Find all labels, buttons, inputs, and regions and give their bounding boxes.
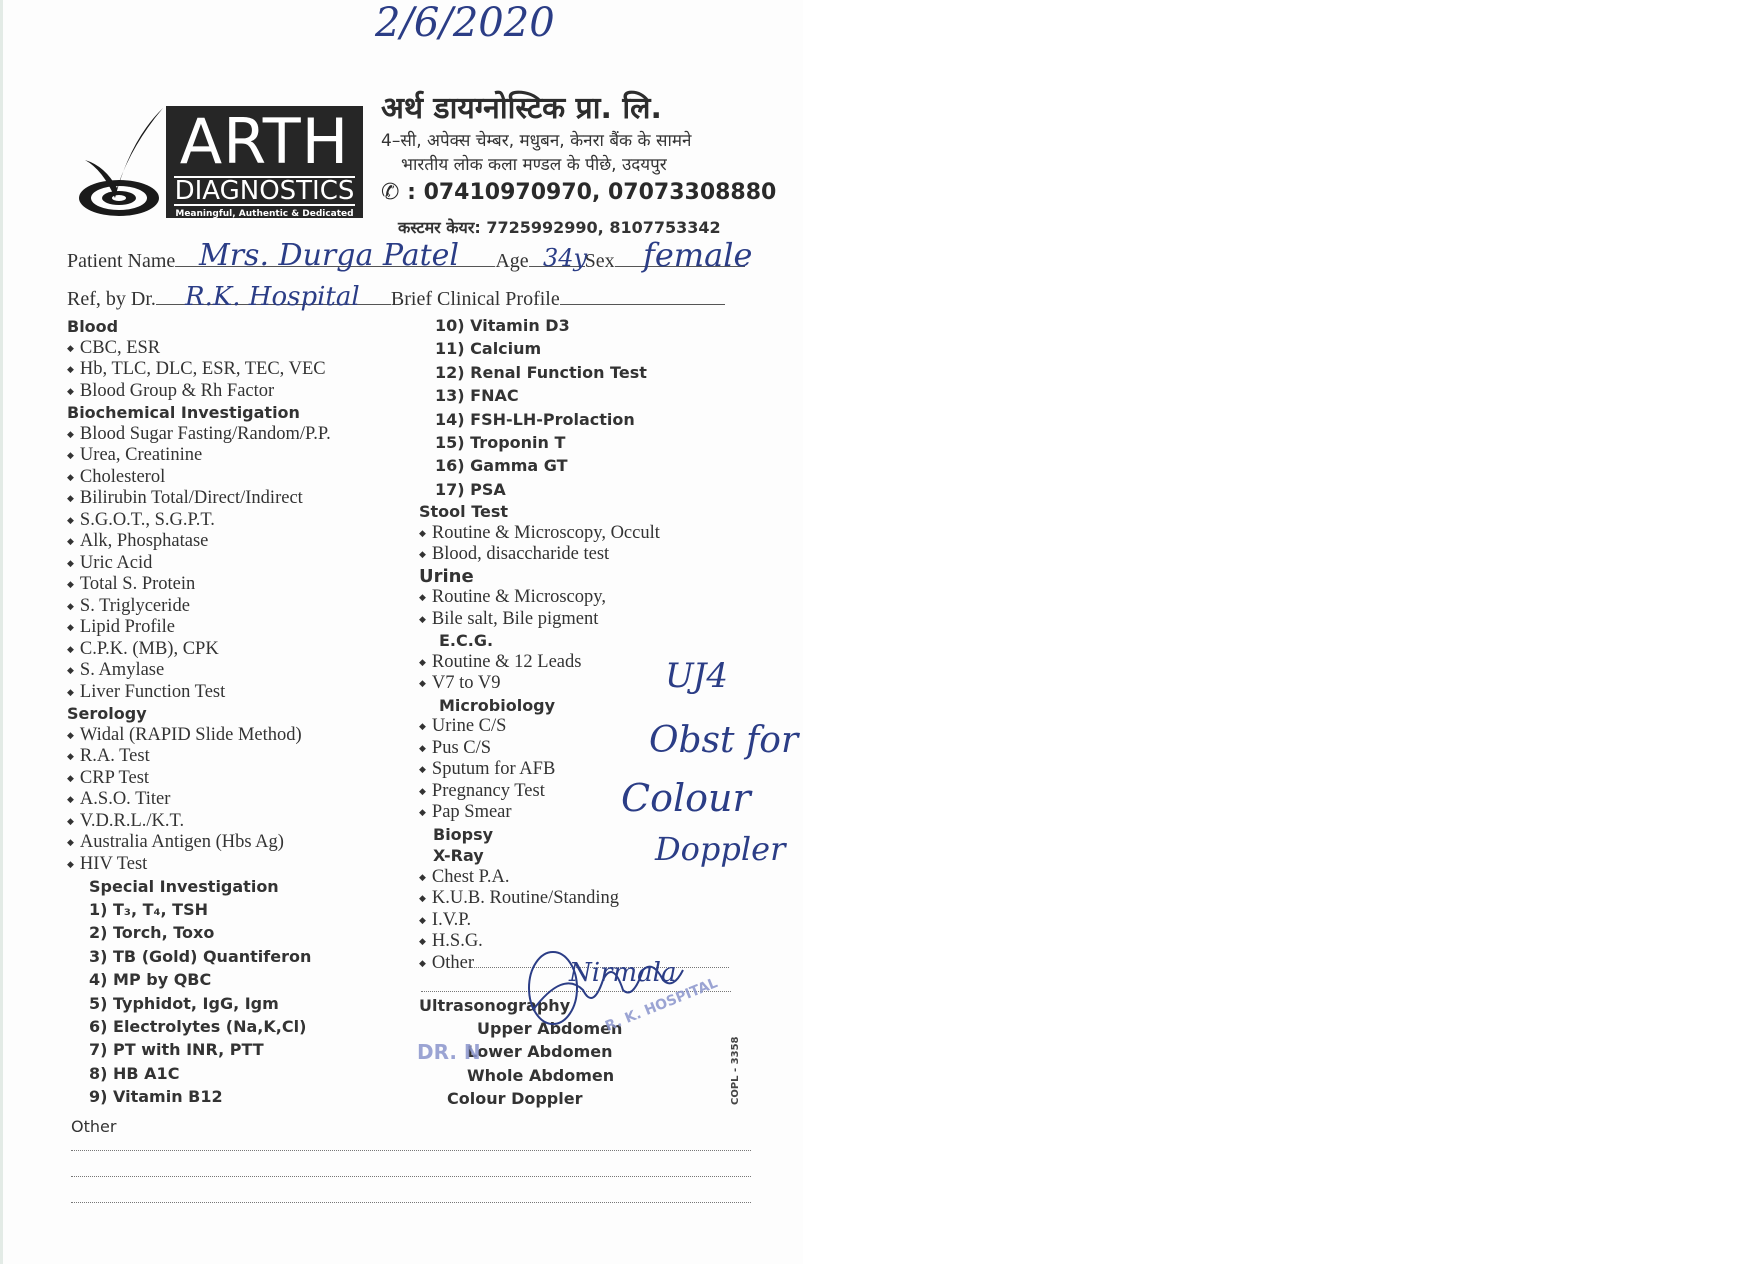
- list-item: ◆ S. Triglyceride: [67, 596, 397, 618]
- phone-icon: ✆: [381, 180, 400, 205]
- clinical-label: Brief Clinical Profile: [390, 288, 560, 310]
- xray-heading: X-Ray: [433, 846, 484, 866]
- right-other-text: Other: [431, 953, 475, 973]
- right-other-label: [419, 953, 474, 975]
- list-item: ◆ I.V.P.: [419, 910, 749, 932]
- list-item: ◆ R.A. Test: [67, 746, 397, 768]
- list-item: Lower Abdomen: [467, 1042, 613, 1062]
- brand-name: ARTH: [179, 105, 350, 178]
- list-item: ◆ Lipid Profile: [67, 617, 397, 639]
- list-item: ◆ Sputum for AFB: [419, 759, 749, 781]
- list-item: ◆ Bilirubin Total/Direct/Indirect: [67, 488, 397, 510]
- phone-numbers: : 07410970970, 07073308880: [407, 180, 777, 205]
- brand-tagline: Meaningful, Authentic & Dedicated: [175, 209, 354, 219]
- list-item: ◆ Widal (RAPID Slide Method): [67, 725, 397, 747]
- list-item: ◆ Urea, Creatinine: [67, 445, 397, 467]
- list-item: ◆ Blood Sugar Fasting/Random/P.P.: [67, 424, 397, 446]
- ref-row: [67, 288, 725, 311]
- list-item: ◆ Routine & Microscopy, Occult: [419, 523, 749, 545]
- brand-subname: DIAGNOSTICS: [174, 176, 355, 206]
- list-item: ◆ Chest P.A.: [419, 867, 749, 889]
- list-item: ◆ Uric Acid: [67, 553, 397, 575]
- list-item: ◆ C.P.K. (MB), CPK: [67, 639, 397, 661]
- list-item: ◆ Blood, disaccharide test: [419, 544, 749, 566]
- microbiology-heading: Microbiology: [439, 695, 556, 715]
- list-item: ◆ K.U.B. Routine/Standing: [419, 888, 749, 910]
- patient-name-label: Patient Name: [67, 250, 176, 272]
- list-item: 15) Troponin T: [435, 432, 566, 452]
- list-item: 9) Vitamin B12: [89, 1087, 223, 1107]
- list-item: ◆ S.G.O.T., S.G.P.T.: [67, 510, 397, 532]
- handwritten-note-3: Colour: [621, 776, 751, 820]
- target-check-logo-icon: [75, 100, 167, 220]
- doctor-stamp-line-1: DR. N: [417, 1040, 481, 1064]
- address-line-2: भारतीय लोक कला मण्डल के पीछे, उदयपुर: [401, 155, 667, 175]
- phone-row: [381, 180, 776, 205]
- list-item: Colour Doppler: [447, 1089, 583, 1109]
- handwritten-patient-name: Mrs. Durga Patel: [199, 238, 459, 273]
- list-item: 6) Electrolytes (Na,K,Cl): [89, 1016, 307, 1036]
- list-item: ◆ Routine & Microscopy,: [419, 587, 749, 609]
- handwritten-note-4: Doppler: [655, 830, 786, 868]
- list-item: ◆ Pap Smear: [419, 802, 749, 824]
- list-item: ◆ V7 to V9: [419, 673, 749, 695]
- blood-heading: Blood: [67, 317, 119, 336]
- other-line-1: [71, 1150, 751, 1151]
- handwritten-sex: female: [643, 236, 753, 274]
- biochem-heading: Biochemical Investigation: [67, 403, 300, 422]
- biopsy-heading: Biopsy: [433, 824, 494, 844]
- handwritten-note-1: UJ4: [665, 656, 729, 696]
- list-item: 1) T₃, T₄, TSH: [89, 900, 208, 919]
- list-item: ◆ Blood Group & Rh Factor: [67, 381, 397, 403]
- requisition-sheet: [0, 0, 803, 1264]
- list-item: ◆ CRP Test: [67, 768, 397, 790]
- clinical-line: [560, 304, 725, 305]
- ref-label: Ref, by Dr.: [67, 288, 156, 310]
- list-item: 10) Vitamin D3: [435, 316, 570, 335]
- list-item: 14) FSH-LH-Prolaction: [435, 409, 635, 429]
- list-item: 4) MP by QBC: [89, 970, 212, 990]
- handwritten-signature: Nirmala: [569, 958, 677, 988]
- list-item: ◆ Pregnancy Test: [419, 781, 749, 803]
- left-column: [67, 316, 397, 1109]
- ecg-heading: E.C.G.: [439, 631, 494, 651]
- other-line-3: [71, 1202, 751, 1203]
- list-item: 17) PSA: [435, 479, 506, 499]
- list-item: 13) FNAC: [435, 386, 519, 406]
- list-item: ◆ Alk, Phosphatase: [67, 531, 397, 553]
- arth-logo-box: [166, 106, 363, 218]
- list-item: 8) HB A1C: [89, 1063, 180, 1083]
- list-item: ◆ Urine C/S: [419, 716, 749, 738]
- list-item: ◆ Total S. Protein: [67, 574, 397, 596]
- list-item: ◆ A.S.O. Titer: [67, 789, 397, 811]
- list-item: 5) Typhidot, IgG, Igm: [89, 993, 279, 1013]
- list-item: ◆ Australia Antigen (Hbs Ag): [67, 832, 397, 854]
- usg-heading: Ultrasonography: [419, 996, 571, 1015]
- list-item: Whole Abdomen: [467, 1065, 615, 1085]
- list-item: 11) Calcium: [435, 339, 542, 359]
- list-item: ◆ CBC, ESR: [67, 338, 397, 360]
- list-item: ◆ Hb, TLC, DLC, ESR, TEC, VEC: [67, 359, 397, 381]
- sex-label: Sex: [584, 250, 615, 272]
- handwritten-note-2: Obst for: [649, 720, 799, 761]
- list-item: ◆ V.D.R.L./K.T.: [67, 811, 397, 833]
- handwritten-ref: R.K. Hospital: [185, 282, 360, 312]
- left-other-label: Other: [71, 1117, 117, 1136]
- list-item: 16) Gamma GT: [435, 456, 568, 476]
- list-item: ◆ Pus C/S: [419, 738, 749, 760]
- list-item: 12) Renal Function Test: [435, 362, 647, 382]
- list-item: ◆ S. Amylase: [67, 660, 397, 682]
- urine-heading: Urine: [419, 565, 474, 587]
- list-item: ◆ Liver Function Test: [67, 682, 397, 704]
- customer-care: कस्टमर केयर: 7725992990, 8107753342: [398, 218, 721, 237]
- age-label: Age: [495, 250, 529, 272]
- list-item: ◆ Bile salt, Bile pigment: [419, 609, 749, 631]
- list-item: 2) Torch, Toxo: [89, 923, 215, 943]
- handwritten-age: 34y: [543, 244, 588, 272]
- list-item: ◆ Routine & 12 Leads: [419, 652, 749, 674]
- other-line-2: [71, 1176, 751, 1177]
- doctor-stamp-line-2: R. K. HOSPITAL: [603, 975, 720, 1035]
- list-item: 3) TB (Gold) Quantiferon: [89, 946, 312, 966]
- address-line-1: 4–सी, अपेक्स चेम्बर, मधुबन, केनरा बैंक के सामने: [381, 131, 692, 151]
- list-item: ◆ Cholesterol: [67, 467, 397, 489]
- list-item: 7) PT with INR, PTT: [89, 1040, 264, 1060]
- hindi-title: अर्थ डायग्नोस्टिक प्रा. लि.: [381, 91, 662, 126]
- list-item: ◆ HIV Test: [67, 854, 397, 876]
- stool-heading: Stool Test: [419, 502, 509, 522]
- list-item: Upper Abdomen: [477, 1019, 623, 1038]
- list-item: ◆ H.S.G.: [419, 931, 749, 953]
- form-code: COPL - 3358: [730, 1036, 741, 1105]
- special-heading: Special Investigation: [89, 877, 279, 896]
- serology-heading: Serology: [67, 704, 147, 723]
- handwritten-date: 2/6/2020: [375, 0, 555, 46]
